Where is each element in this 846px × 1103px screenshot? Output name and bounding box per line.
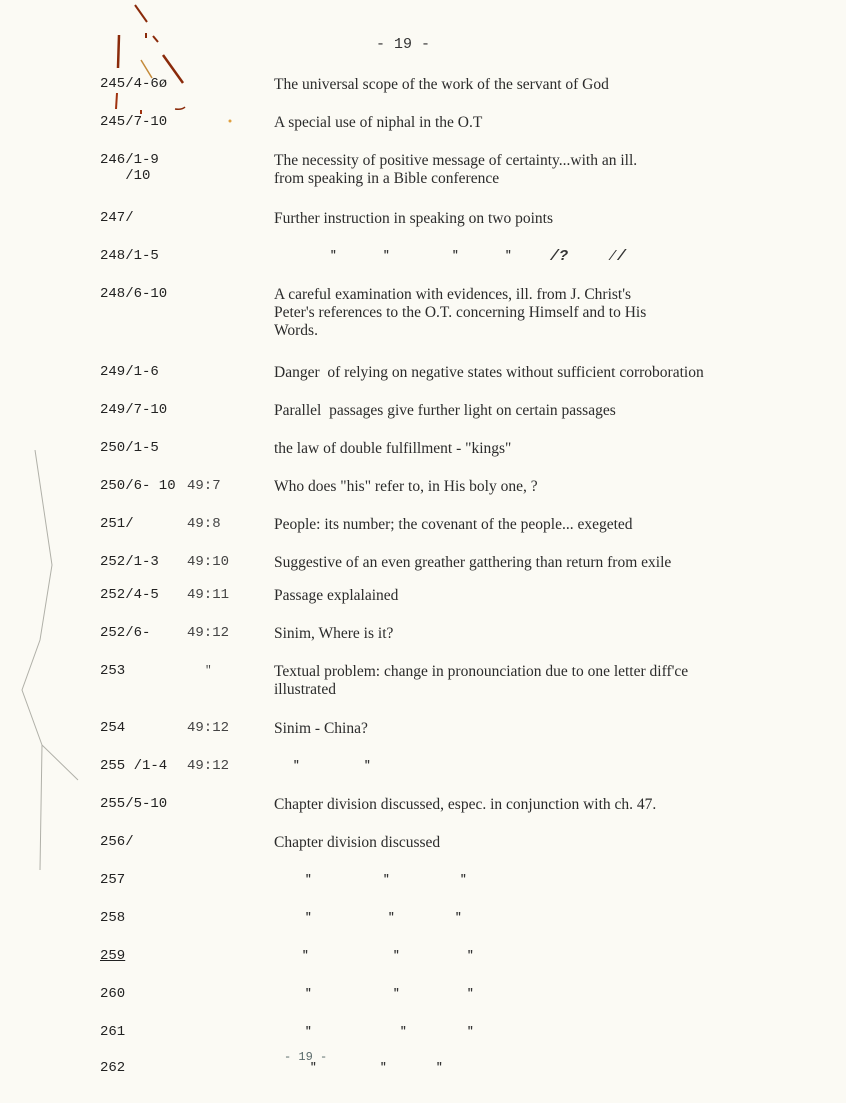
page-reference: 256/ xyxy=(100,834,134,850)
ditto-mark: " xyxy=(393,950,400,962)
page-reference: 246/1-9 /10 xyxy=(100,152,159,184)
ditto-mark: " xyxy=(505,250,512,262)
entry-description: Chapter division discussed, espec. in conjunction with ch. 47. xyxy=(274,796,657,813)
entry-description: The universal scope of the work of the servant of God xyxy=(274,76,609,93)
ditto-mark: " xyxy=(388,912,395,924)
entry-description: The necessity of positive message of certainty...with an ill. from speaking in a Bible conference xyxy=(274,152,638,187)
verse-reference: 49:10 xyxy=(187,554,230,570)
page-reference: 250/1-5 xyxy=(100,440,159,456)
entry-description: Passage explalained xyxy=(274,587,399,604)
page-number: - 19 - xyxy=(376,36,431,53)
ditto-mark: " xyxy=(305,988,312,1000)
page-reference: 250/6- 10 xyxy=(100,478,176,494)
ditto-mark: " xyxy=(460,874,467,886)
page-reference: 254 xyxy=(100,720,126,736)
page-reference: 252/4-5 xyxy=(100,587,159,603)
ditto-mark: /? xyxy=(550,248,569,265)
ditto-mark: " xyxy=(330,250,337,262)
page-reference: 248/1-5 xyxy=(100,248,159,264)
ditto-mark: " xyxy=(383,874,390,886)
verse-reference: 49:12 xyxy=(187,625,230,641)
page-reference: 261 xyxy=(100,1024,126,1040)
entry-description: Danger of relying on negative states without sufficient corroboration xyxy=(274,364,704,381)
page-reference: 249/7-10 xyxy=(100,402,168,418)
verse-reference: 49:8 xyxy=(187,516,221,532)
entry-description: Who does "his" refer to, in His boly one, ? xyxy=(274,478,538,495)
entry-description: Textual problem: change in pronounciation due to one letter diff'ce illustrated xyxy=(274,663,689,698)
page-reference: 258 xyxy=(100,910,126,926)
ditto-mark: " xyxy=(455,912,462,924)
page-reference: 245/4-6ø xyxy=(100,76,168,92)
page-reference: 245/7-10 xyxy=(100,114,168,130)
ditto-mark: " xyxy=(305,1026,312,1038)
page-reference: 255 /1-4 xyxy=(100,758,168,774)
page-reference: 260 xyxy=(100,986,126,1002)
ditto-mark: " xyxy=(383,250,390,262)
page-reference: 257 xyxy=(100,872,126,888)
margin-pencil-line xyxy=(0,450,90,870)
ditto-mark: " xyxy=(310,1062,317,1074)
ditto-mark: " xyxy=(302,950,309,962)
entry-description: A careful examination with evidences, ill. from J. Christ's Peter's references to the O.T. concerning Himself and to His Words. xyxy=(274,286,647,339)
ditto-mark: " xyxy=(305,874,312,886)
ditto-mark: " xyxy=(293,760,300,772)
ditto-mark: " xyxy=(305,912,312,924)
page-reference: 252/6- xyxy=(100,625,151,641)
ditto-mark: " xyxy=(380,1062,387,1074)
ditto-mark: " xyxy=(393,988,400,1000)
ditto-mark: " xyxy=(364,760,371,772)
page-reference: 249/1-6 xyxy=(100,364,159,380)
entry-description: People: its number; the covenant of the people... exegeted xyxy=(274,516,633,533)
page-reference: 247/ xyxy=(100,210,134,226)
verse-reference: 49:7 xyxy=(187,478,221,494)
ditto-mark: ⁄/ xyxy=(608,248,627,265)
page-reference: 255/5-10 xyxy=(100,796,168,812)
verse-reference: 49:12 xyxy=(187,720,230,736)
entry-description: A special use of niphal in the O.T xyxy=(274,114,483,131)
entry-description: Parallel passages give further light on certain passages xyxy=(274,402,616,419)
ditto-mark: " xyxy=(467,950,474,962)
page-reference: 252/1-3 xyxy=(100,554,159,570)
bottom-page-stamp: - 19 - xyxy=(284,1050,328,1064)
entry-description: Sinim - China? xyxy=(274,720,368,737)
ditto-mark: " xyxy=(436,1062,443,1074)
ditto-mark: " xyxy=(452,250,459,262)
verse-reference: 49:12 xyxy=(187,758,230,774)
page-reference: 248/6-10 xyxy=(100,286,168,302)
page-reference: 251/ xyxy=(100,516,134,532)
entry-description: Further instruction in speaking on two points xyxy=(274,210,553,227)
page-reference: 259 xyxy=(100,948,126,964)
ditto-mark: " xyxy=(467,988,474,1000)
verse-reference: " xyxy=(205,665,212,677)
entry-description: Sinim, Where is it? xyxy=(274,625,394,642)
ditto-mark: " xyxy=(400,1026,407,1038)
verse-reference: 49:11 xyxy=(187,587,230,603)
page-reference: 253 xyxy=(100,663,126,679)
ditto-mark: " xyxy=(467,1026,474,1038)
page-reference: 262 xyxy=(100,1060,126,1076)
entry-description: Suggestive of an even greather gatthering than return from exile xyxy=(274,554,672,571)
entry-description: the law of double fulfillment - "kings" xyxy=(274,440,512,457)
entry-description: Chapter division discussed xyxy=(274,834,441,851)
